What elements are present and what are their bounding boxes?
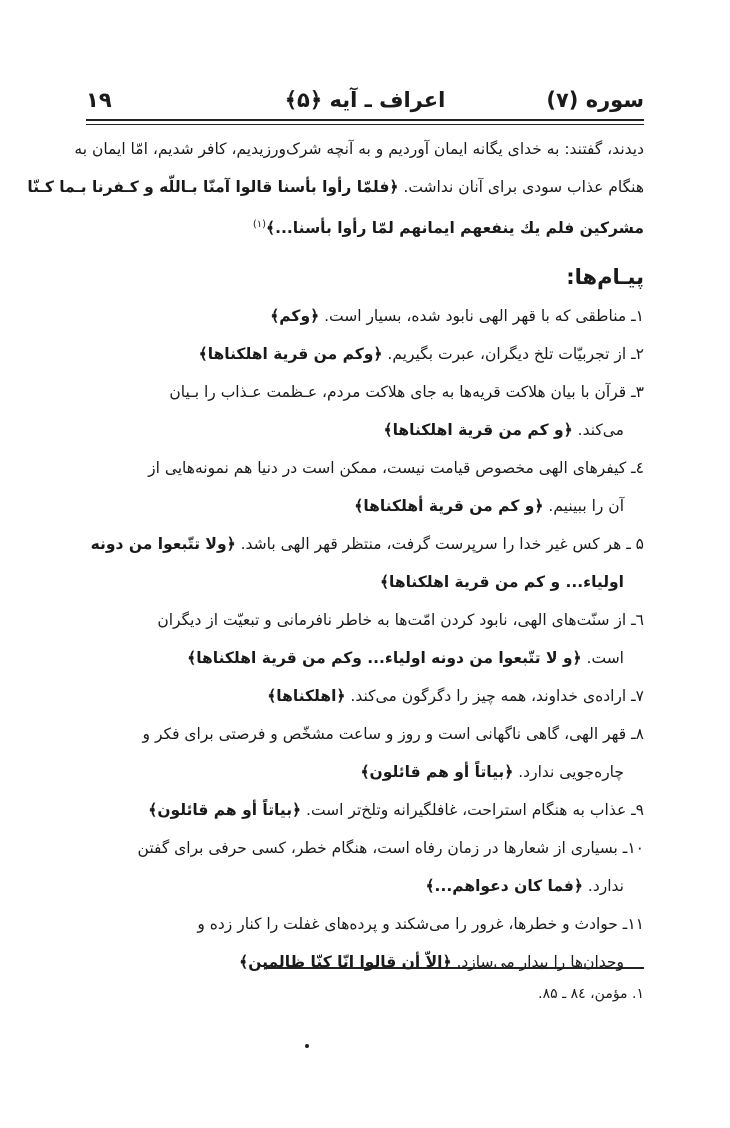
footnote: ۱. مؤمن، ۸٤ ـ ۸۵.: [538, 986, 644, 1002]
message-item: [84, 829, 644, 905]
message-text: ندارد.: [583, 877, 624, 896]
message-text: است.: [581, 649, 624, 668]
message-line-1: [84, 715, 644, 753]
message-text: ۱۱ـ حوادث و خطرها، غرور را می‌شکند و پرده‌های غفلت را کنار زده و: [197, 915, 644, 934]
quran-quote: ﴿و کم من قریة أهلکناها﴾: [354, 497, 544, 516]
quran-quote: ﴿الاّ أن قالوا انّا کنّا ظالمین﴾: [239, 953, 452, 972]
messages-heading: پیـام‌ها:: [566, 265, 644, 290]
message-line-1: [84, 449, 644, 487]
message-item: [84, 677, 644, 715]
message-line-1: [84, 829, 644, 867]
footnote-rule: [264, 967, 644, 969]
message-text: ۱۰ـ بسیاری از شعارها در زمان رفاه است، هنگام خطر، کسی حرفی برای گفتن: [137, 839, 644, 858]
message-item: [84, 373, 644, 449]
message-line-1: [84, 905, 644, 943]
page-number: ۱۹: [86, 88, 112, 112]
quran-quote: ﴿بیاتاً أو هم قائلون﴾: [360, 763, 514, 782]
message-line-1: [84, 601, 644, 639]
page-mark: [305, 1044, 309, 1048]
message-item: [84, 449, 644, 525]
message-item: [84, 791, 644, 829]
message-item: [84, 335, 644, 373]
quran-quote: ﴿بیاتاً أو هم قائلون﴾: [148, 801, 302, 820]
message-line-2: [84, 639, 644, 677]
message-item: [84, 905, 644, 981]
message-item: [84, 297, 644, 335]
message-line-2: [84, 943, 644, 981]
quran-quote: ﴿فلمّا رأوا بأسنا قالوا آمنّا بـاللّه و کـفرنا بـما کـنّا: [27, 178, 399, 196]
message-text: ۲ـ از تجربیّات تلخ دیگران، عبرت بگیریم.: [382, 345, 644, 364]
message-text: وجدان‌ها را بیدار می‌سازد.: [451, 953, 624, 972]
header-rule-thin: [86, 124, 644, 125]
message-item: [84, 601, 644, 677]
message-text: چاره‌جویی ندارد.: [513, 763, 624, 782]
message-line-2: [84, 411, 644, 449]
message-line-2: [84, 563, 644, 601]
message-text: آن را ببینیم.: [543, 497, 624, 516]
message-line-2: [84, 867, 644, 905]
message-text: ۹ـ عذاب به هنگام استراحت، غافلگیرانه وتلخ‌تر است.: [301, 801, 644, 820]
quran-quote: ﴿و لا تتّبعوا من دونه اولیاء... وکم من قریة اهلکناها﴾: [187, 649, 582, 668]
header-rule: [86, 119, 644, 121]
surah-label: سوره (۷): [546, 88, 644, 112]
message-line-1: [84, 373, 644, 411]
footnote-ref: (۱): [252, 219, 267, 230]
quran-quote: اولیاء... و کم من قریة اهلکناها﴾: [379, 573, 624, 592]
message-text: ٦ـ از سنّت‌های الهی، نابود کردن امّت‌ها به خاطر نافرمانی و تبعیّت از دیگران: [157, 611, 644, 630]
quran-quote: ﴿اهلکناها﴾: [267, 687, 346, 706]
message-text: می‌کند.: [572, 421, 624, 440]
page-header: [86, 88, 644, 122]
quran-quote: ﴿ولا تتّبعوا من دونه: [90, 535, 236, 554]
quran-quote: ﴿و کم من قریة اهلکناها﴾: [383, 421, 573, 440]
message-text: ۵ ـ هر کس غیر خدا را سرپرست گرفت، منتظر قهر الهی باشد.: [235, 535, 644, 554]
quran-quote: ﴿وکم﴾: [270, 307, 320, 326]
intro-line-2: [27, 168, 644, 206]
message-line-1: [84, 335, 644, 373]
message-line-2: [84, 753, 644, 791]
intro-paragraph: [27, 130, 644, 247]
message-item: [84, 715, 644, 791]
message-item: [84, 525, 644, 601]
quran-quote: ﴿فما کان دعواهم...﴾: [425, 877, 583, 896]
message-line-1: [84, 677, 644, 715]
chapter-verse-title: اعراف ـ آیه ﴿۵﴾: [284, 88, 446, 112]
message-line-2: [84, 487, 644, 525]
message-line-1: [84, 791, 644, 829]
intro-line-3: [84, 206, 644, 247]
message-text: ۳ـ قرآن با بیان هلاکت قریه‌ها به جای هلاکت مردم، عـظمت عـذاب را بـیان: [169, 383, 644, 402]
quran-quote: مشرکین فلم یك ینفعهم ایمانهم لمّا رأوا بأسنا...﴾: [266, 219, 644, 238]
page-body: [27, 130, 644, 981]
message-text: ٤ـ کیفرهای الهی مخصوص قیامت نیست، ممکن است در دنیا هم نمونه‌هایی از: [148, 459, 644, 478]
intro-line-1: دیدند، گفتند: به خدای یگانه ایمان آوردیم و به آنچه شرک‌ورزیدیم، کافر شدیم، امّا ایمان به: [74, 140, 644, 158]
message-line-1: [84, 525, 644, 563]
message-text: ۷ـ اراده‌ی خداوند، همه چیز را دگرگون می‌کند.: [345, 687, 644, 706]
quran-quote: ﴿وکم من قریة اهلکناها﴾: [198, 345, 383, 364]
messages-list: [84, 297, 644, 981]
message-text: ۸ـ قهر الهی، گاهی ناگهانی است و روز و ساعت مشخّص و فرصتی برای فکر و: [142, 725, 644, 744]
message-text: ۱ـ مناطقی که با قهر الهی نابود شده، بسیار است.: [319, 307, 644, 326]
intro-line-2-text: هنگام عذاب سودی برای آنان نداشت.: [398, 178, 644, 196]
message-line-1: [84, 297, 644, 335]
